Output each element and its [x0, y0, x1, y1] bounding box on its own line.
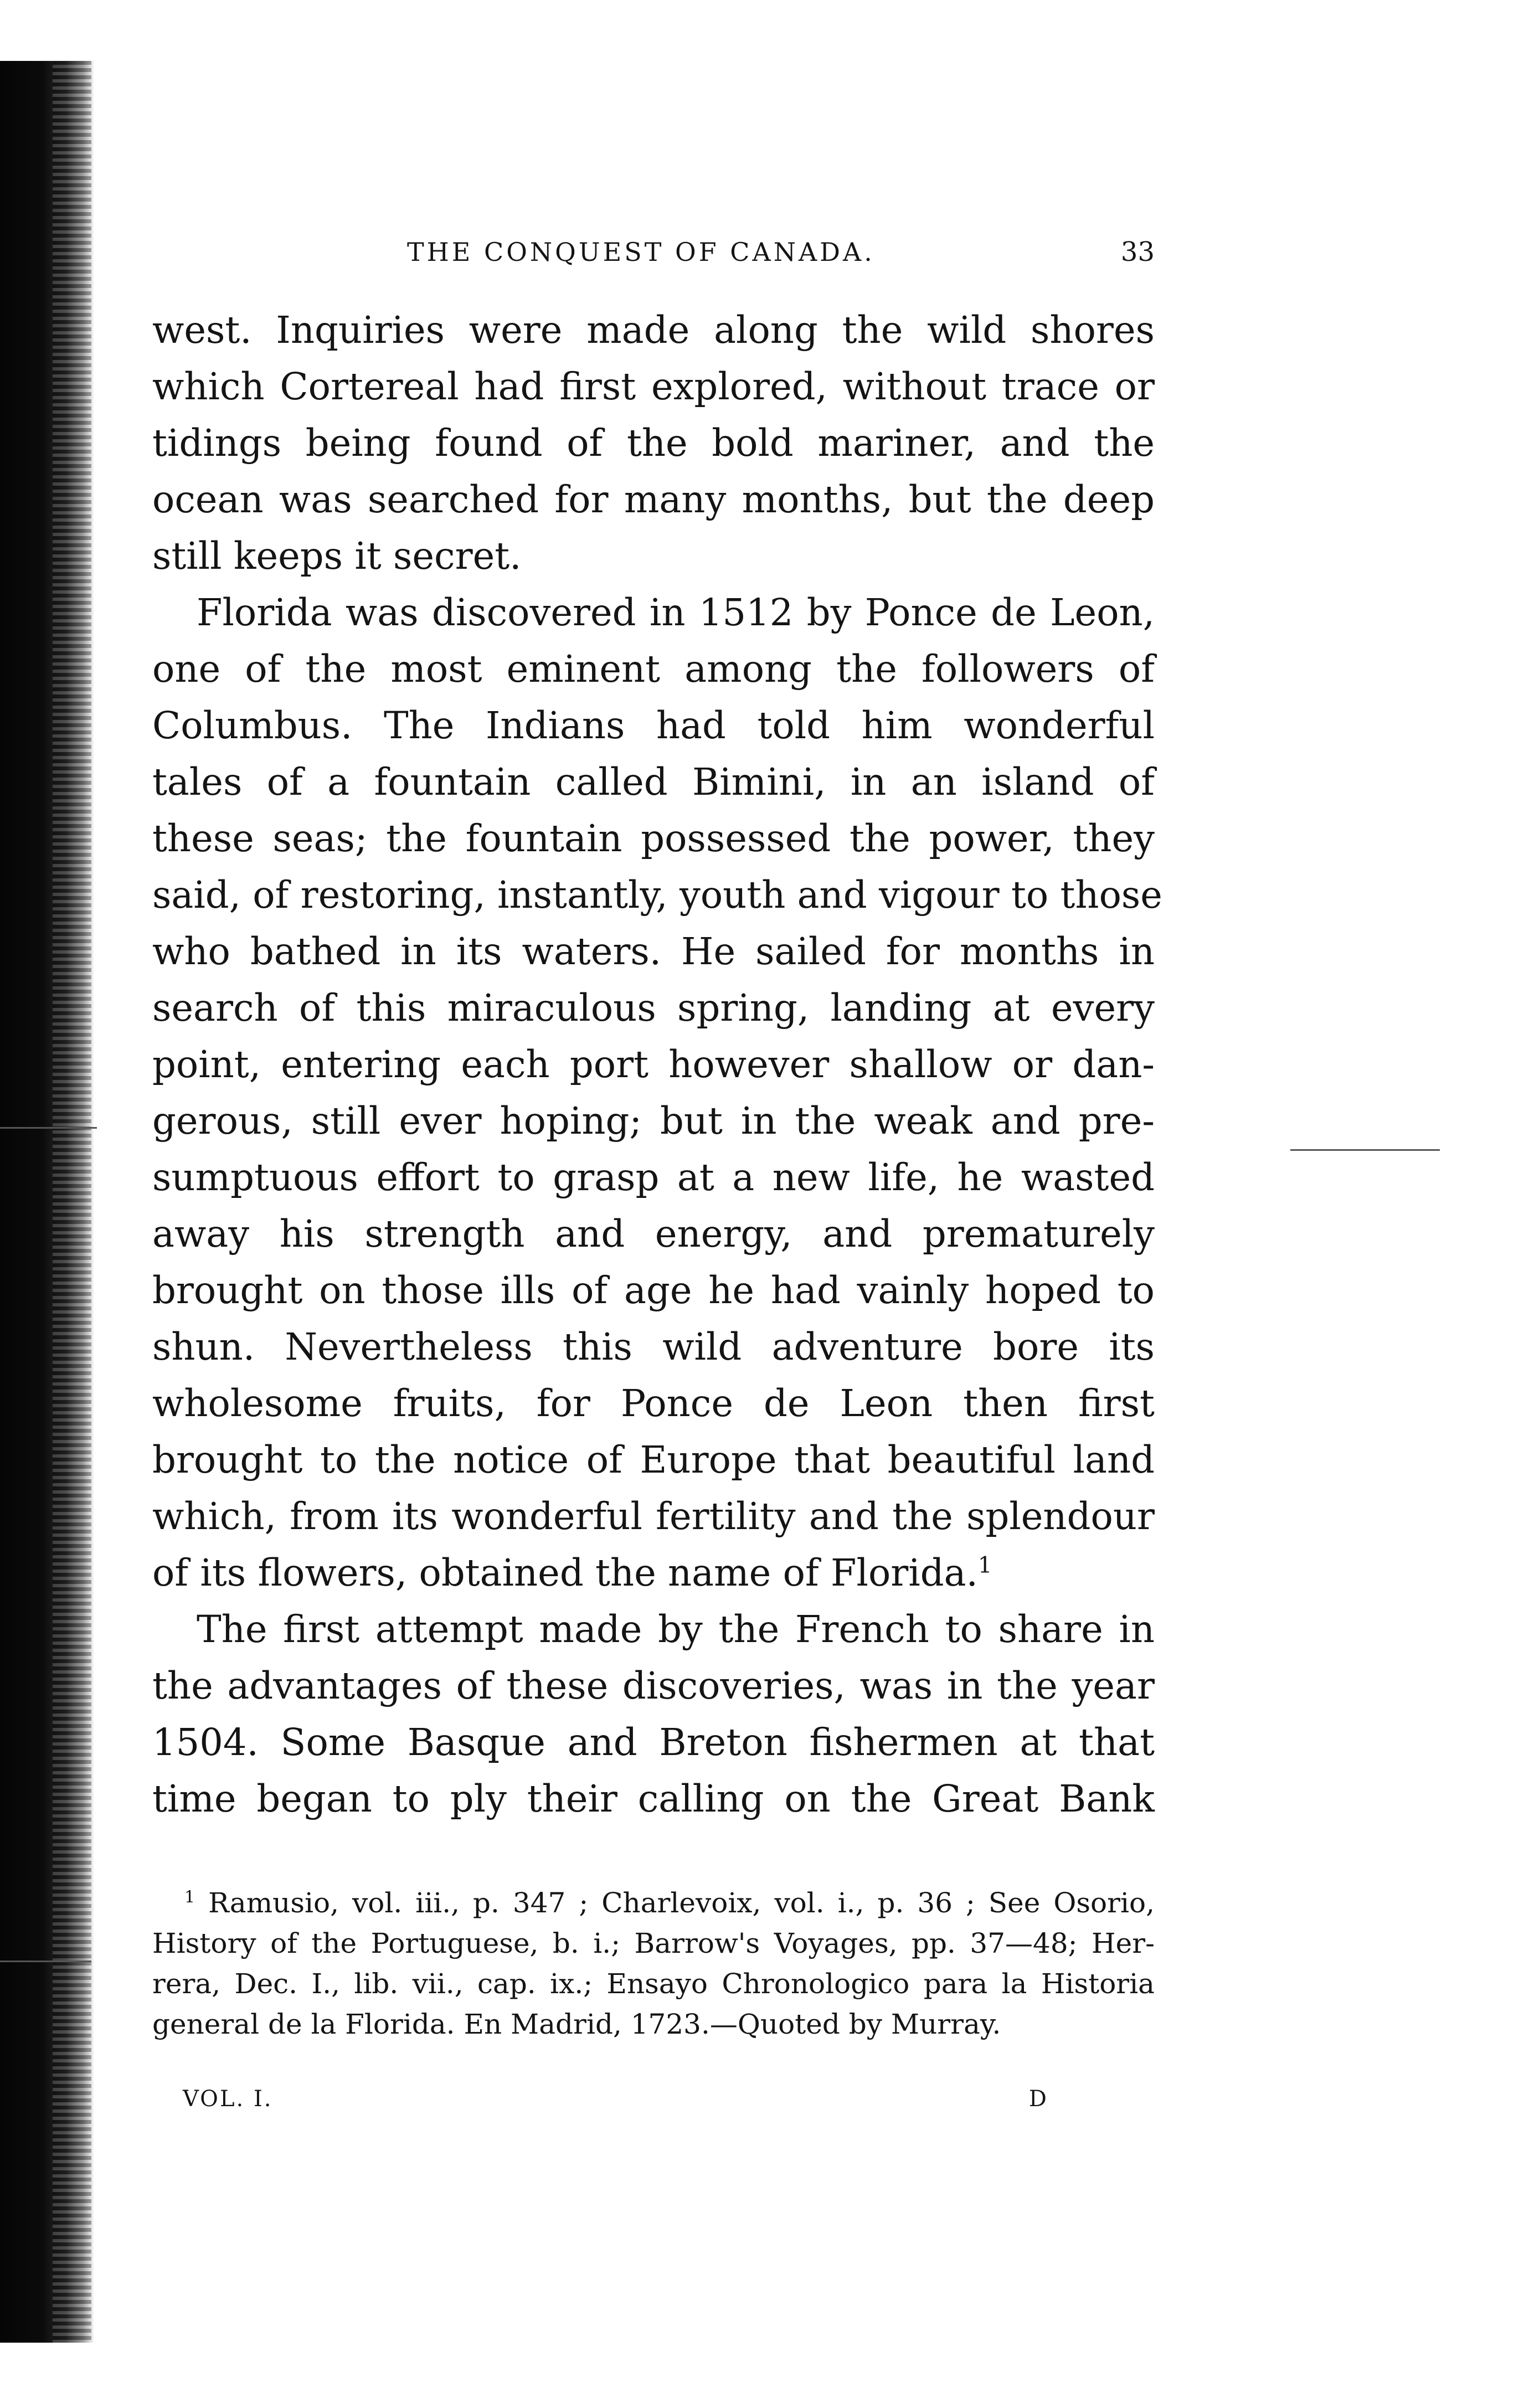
footnote-line-content: Ramusio, vol. iii., p. 347 ; Charlevoix, vol. i., p. 36 ; See Osorio, — [208, 1887, 1155, 1919]
text-line: The first attempt made by the French to share in — [197, 1608, 1155, 1651]
footnote-line: History of the Portuguese, b. i.; Barrow's Voyages, pp. 37—48; Her- — [152, 1927, 1155, 1959]
text-line — [152, 1545, 1155, 1601]
text-line: point, entering each port however shallow or dan- — [152, 1043, 1155, 1086]
text-line: said, of restoring, instantly, youth and vigour to those — [152, 873, 1162, 917]
text-line: which, from its wonderful fertility and the splendour — [152, 1495, 1155, 1538]
text-line: which Cortereal had first explored, without trace or — [152, 365, 1155, 408]
text-line: wholesome fruits, for Ponce de Leon then first — [152, 1382, 1155, 1425]
scan-mark — [0, 1127, 97, 1129]
footnote-line: general de la Florida. En Madrid, 1723.—Quoted by Murray. — [152, 2008, 1001, 2040]
text-line: one of the most eminent among the followers of — [152, 647, 1155, 691]
footnote-line: rera, Dec. I., lib. vii., cap. ix.; Ensayo Chronologico para la Historia — [152, 1968, 1155, 2000]
text-line: still keeps it secret. — [152, 534, 522, 578]
text-line: Florida was discovered in 1512 by Ponce de Leon, — [197, 591, 1155, 634]
scan-mark — [1290, 1149, 1440, 1151]
text-line: brought to the notice of Europe that beautiful land — [152, 1438, 1155, 1481]
scan-mark — [0, 1961, 91, 1962]
text-line: Columbus. The Indians had told him wonderful — [152, 704, 1155, 747]
binding-edge — [0, 61, 94, 2343]
signature-letter: D — [1028, 2086, 1047, 2112]
page-header — [158, 233, 1155, 271]
text-line: 1504. Some Basque and Breton fishermen at that — [152, 1721, 1155, 1764]
text-line: tales of a fountain called Bimini, in an island of — [152, 760, 1155, 804]
page-number: 33 — [1120, 236, 1155, 267]
footnote-reference: 1 — [977, 1552, 992, 1578]
footnote — [152, 1883, 1155, 2045]
text-line: west. Inquiries were made along the wild shores — [152, 308, 1155, 352]
signature-line — [183, 2080, 1047, 2118]
body-text — [152, 302, 1162, 1827]
text-line: tidings being found of the bold mariner, and the — [152, 421, 1155, 465]
text-line: search of this miraculous spring, landing at every — [152, 986, 1155, 1030]
text-line: the advantages of these discoveries, was in the year — [152, 1664, 1155, 1707]
text-line: these seas; the fountain possessed the power, they — [152, 817, 1155, 860]
text-line: who bathed in its waters. He sailed for months in — [152, 930, 1155, 973]
text-line: time began to ply their calling on the Great Bank — [152, 1777, 1155, 1820]
running-title: THE CONQUEST OF CANADA. — [407, 237, 875, 267]
footnote-line — [152, 1883, 1155, 1923]
text-line-content: of its flowers, obtained the name of Florida. — [152, 1551, 978, 1594]
text-line: gerous, still ever hoping; but in the weak and pre- — [152, 1099, 1155, 1143]
text-line: sumptuous effort to grasp at a new life, he wasted — [152, 1156, 1155, 1199]
text-line: away his strength and energy, and prematurely — [152, 1212, 1155, 1256]
text-line: ocean was searched for many months, but the deep — [152, 478, 1155, 521]
footnote-marker: 1 — [184, 1887, 195, 1907]
text-line: shun. Nevertheless this wild adventure bore its — [152, 1325, 1155, 1368]
volume-mark: VOL. I. — [183, 2086, 273, 2112]
text-line: brought on those ills of age he had vainly hoped to — [152, 1269, 1155, 1312]
